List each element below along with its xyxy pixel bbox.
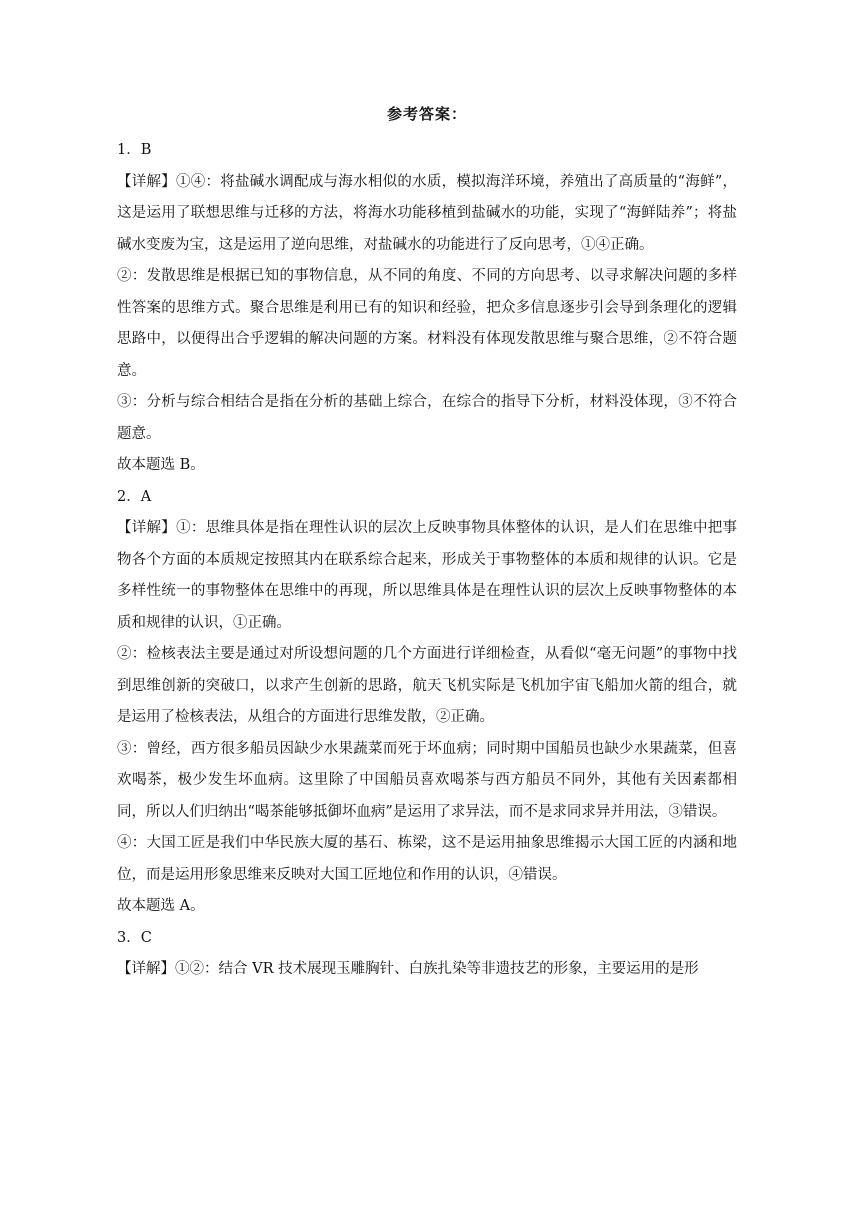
explanation-paragraph: ③：曾经，西方很多船员因缺少水果蔬菜而死于坏血病；同时期中国船员也缺少水果蔬菜，但喜欢喝茶，极少发生坏血病。这里除了中国船员喜欢喝茶与西方船员不同外，其他有关因素都相同，所以人们归纳出“喝茶能够抵御坏血病”是运用了求异法，而不是求同求异并用法，③错误。: [117, 740, 737, 820]
explanation-paragraph: ②：发散思维是根据已知的事物信息，从不同的角度、不同的方向思考、以寻求解决问题的多样性答案的思维方式。聚合思维是利用已有的知识和经验，把众多信息逐步引会导到条理化的逻辑思路中，以便得出合乎逻辑的解决问题的方案。材料没有体现发散思维与聚合思维，②不符合题意。: [117, 268, 737, 379]
answer-item-3: [117, 923, 737, 986]
explanation-paragraph: 【详解】①：思维具体是指在理性认识的层次上反映事物具体整体的认识，是人们在思维中把事物各个方面的本质规定按照其内在联系综合起来，形成关于事物整体的本质和规律的认识。它是多样性统一的事物整体在思维中的再现，所以思维具体是在理性认识的层次上反映事物整体的本质和规律的认识，①正确。: [117, 520, 737, 631]
conclusion-line: 故本题选 A。: [117, 898, 205, 914]
conclusion-line: 故本题选 B。: [117, 457, 205, 473]
answer-number: 2．A: [117, 488, 152, 505]
page-title: 参考答案：: [386, 105, 467, 123]
answer-item-1: [117, 135, 737, 482]
explanation-paragraph: 【详解】①②：结合 VR 技术展现玉雕胸针、白族扎染等非遗技艺的形象，主要运用的是形: [117, 961, 699, 977]
answer-number: 1．B: [117, 142, 152, 158]
explanation-paragraph: ③：分析与综合相结合是指在分析的基础上综合，在综合的指导下分析，材料没体现，③不符合题意。: [117, 394, 737, 442]
explanation-paragraph: ②：检核表法主要是通过对所设想问题的几个方面进行详细检查，从看似“毫无问题”的事物中找到思维创新的突破口，以求产生创新的思路，航天飞机实际是飞机加宇宙飞船加火箭的组合，就是运用了检核表法，从组合的方面进行思维发散，②正确。: [117, 646, 737, 725]
explanation-paragraph: ④：大国工匠是我们中华民族大厦的基石、栋梁，这不是运用抽象思维揭示大国工匠的内涵和地位，而是运用形象思维来反映对大国工匠地位和作用的认识，④错误。: [117, 835, 737, 883]
explanation-paragraph: 【详解】①④：将盐碱水调配成与海水相似的水质，模拟海洋环境，养殖出了高质量的“海鲜”，这是运用了联想思维与迁移的方法，将海水功能移植到盐碱水的功能，实现了“海鲜陆养”；将盐碱水变废为宝，这是运用了逆向思维，对盐碱水的功能进行了反向思考，①④正确。: [117, 173, 737, 253]
answer-number: 3．C: [117, 929, 152, 946]
answer-document: [117, 104, 737, 986]
answer-item-2: [117, 482, 737, 923]
